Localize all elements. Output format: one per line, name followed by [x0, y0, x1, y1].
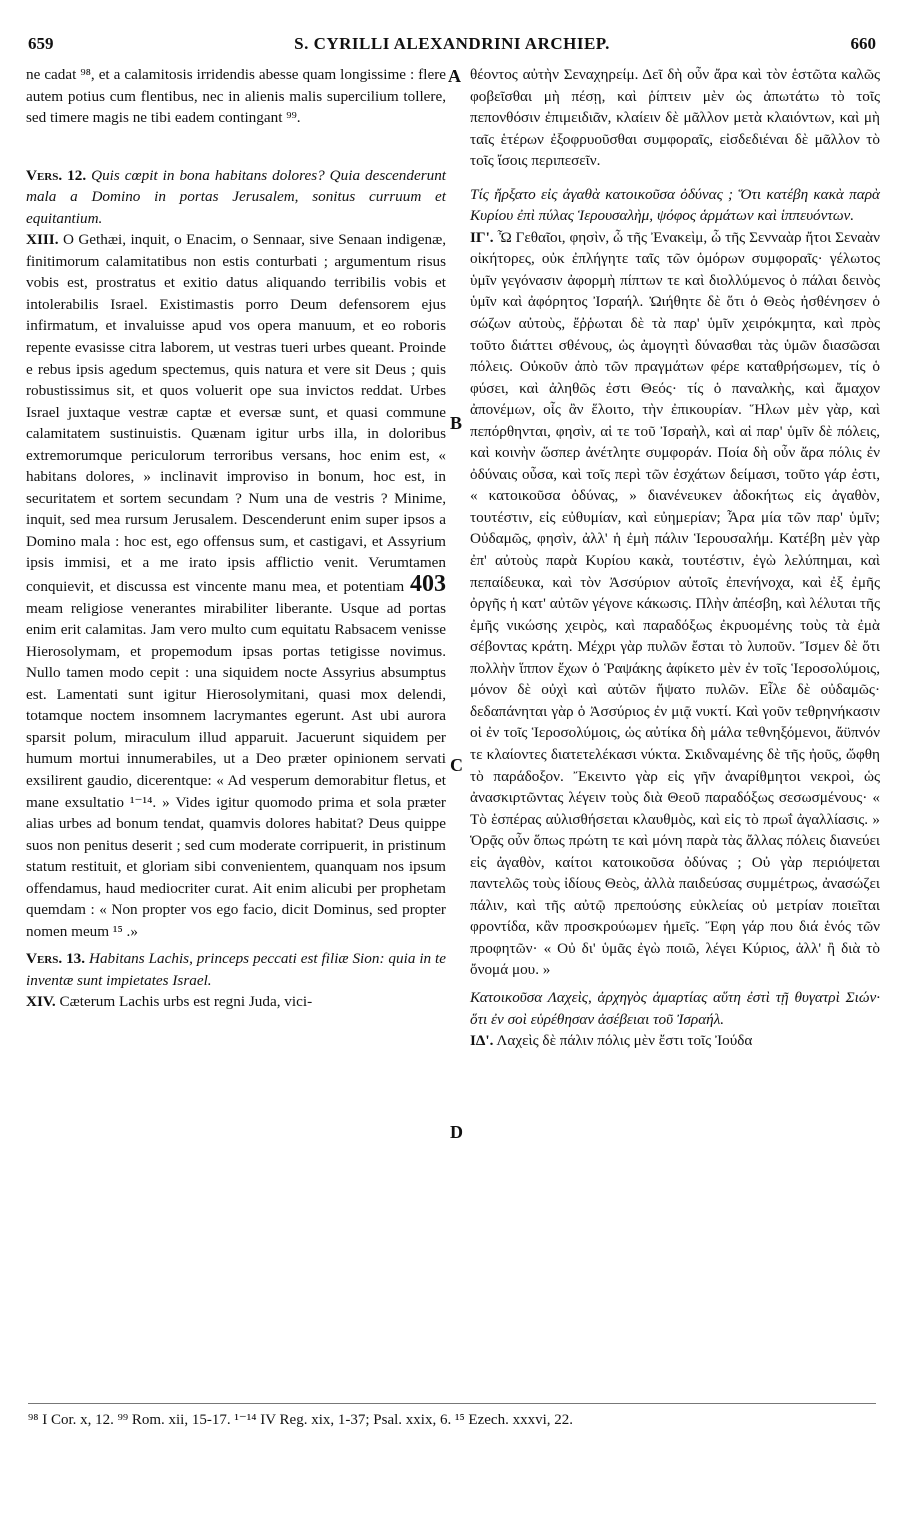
greek-paragraph-xiii	[470, 227, 880, 981]
verse-label: Vers. 13.	[26, 950, 86, 968]
margin-letter-d: D	[450, 1122, 463, 1142]
page-number-right: 660	[850, 34, 876, 53]
latin-verse-12	[26, 165, 446, 230]
latin-paragraph-xiv	[26, 991, 446, 1013]
page-header	[28, 34, 876, 60]
section-label: ΙΓ'.	[470, 228, 494, 246]
greek-paragraph-1: θέοντος αὐτὴν Σεναχηρείμ. Δεῖ δὴ οὖν ἄρα καὶ τὸν ἑστῶτα καλῶς φοβεῖσθαι μὴ πέσῃ, καὶ ῥίπτειν μὲν ὡς ἀπωτάτω τὸ τοῖς πεπονθόσιν ἐπιμειδιᾶν, κλαίειν δὲ μᾶλλον μετὰ κλαιόντων, καὶ μὴ ταῖς ἑτέρων ἐξοφρυοῦσθαι συμφοραῖς, εἰσδεδιέναι δὲ μᾶλλον τὸ τοῖς ἴσοις περιπεσεῖν.	[470, 66, 880, 170]
margin-letter-c: C	[450, 755, 463, 775]
latin-column	[26, 64, 446, 1013]
section-label: XIII.	[26, 231, 59, 249]
paragraph-text: Ὦ Γεθαῖοι, φησὶν, ὦ τῆς Ἐνακεὶμ, ὦ τῆς Σενναὰρ ἤτοι Σεναὰν οἰκήτορες, οὐκ ἐπλήγητε ταῖς τῶν ὁμόρων συμφοραῖς· γέλωτος ὑμῖν γεγόνασιν ἀφορμὴ πίπτων τε καὶ διολλύμενος ὁ πάλαι δεινὸς ὑμῖν καὶ ἀφόρητος Ἰσραήλ. Ὠιήθητε δὲ ὅτι ὁ Θεὸς ἠσθένησεν ὁ σώζων αὐτοὺς, ἔῤῥωται δὲ τὰ παρ' ὑμῖν χειρόκμητα, καὶ πρὸς τοῦτο διάττει σθένους, ὡς ἀμογητὶ δύνασθαι τὰς ὑμῶν διασῶσαι πόλεις. Οὐκοῦν ἀπὸ τῶν πραγμάτων φέρε καταθρήσωμεν, τίς ὁ φύσει, καὶ ἀληθῶς ἐστι Θεός· τίς ὁ παναλκὴς, καὶ ἄμαχον ἀπονέμων, οἷς ἂν ἕλοιτο, τὴν ἐπικουρίαν. Ἥλων μὲν γὰρ, καὶ πεπόρθηνται, φησὶν, αἱ τε τοῦ Ἰσραὴλ, καὶ αἱ παρ' ὑμῖν δὲ πόλεις, καὶ κοινὴν ὥσπερ ἀνέτλητε συμφοράν. Ποία δὴ οὖν ἄρα πόλις ἐν ὀδύναις οὖσα, καὶ τοῖς περὶ τῶν ἐσχάτων δείμασι, τοῦτο γάρ ἐστι, « κατοικοῦσα ὀδύνας, » διανένευκεν ἀδοκήτως εἰς ἀγαθὸν, τουτέστιν, εἰς εὐθυμίαν, καὶ εὐημερίαν; Ἆρα μία τῶν παρ' ὑμῖν; Οὐδαμῶς, φησὶν, ἀλλ' ἡ ἐμὴ πάλιν Ἱερουσαλήμ. Κατέβη μὲν γὰρ ἐπ' αὐτοὺς παρὰ Κυρίου κακὰ, τουτέστιν, ἐγὼ λελύπημαι, καὶ πεπαίδευκα, καὶ τὸν Ἀσσύριον αὐτοῖς ἐπενήνοχα, καὶ ἐξ ἐμῆς ὀργῆς ἡ κατ' αὐτῶν γέγονε κάκωσις. Πλὴν ἀπέσβη, καὶ λέλυται τῆς ἐμῆς νικώσης χειρὸς, καὶ παραδόξως ἐκρυομένης τοὺς τὰ ἐμὰ σέβοντας κράτη. Μέχρι γὰρ πυλῶν ἔσται τὸ λυποῦν. Ἴσμεν δὲ ὅτι πολλὴν ἵππον ἔχων ὁ Ῥαψάκης ἀφίκετο μὲν ἐν τοῖς Ἱεροσολύμοις, μόνον δὲ οὐχὶ καὶ αὐτῶν ἥψατο πυλῶν. Εἷλε δὲ οὐδαμῶς· δεδαπάνηται γὰρ ὁ Ἀσσύριος ἐν μιᾷ νυκτί. Καὶ γοῦν τεθρηνήκασιν οἱ ἐν τοῖς Ἱεροσολύμοις, ὡς αὐτίκα δὴ μάλα τεθνηξόμενοι, ἄϋπνόν τε κλαίοντες διατετελέκασι νύκτα. Σκιδναμένης δὲ τῆς ἠοῦς, ὤφθη τὸ παράδοξον. Ἔκειντο γὰρ εἰς γῆν ἀναρίθμητοι νεκροὶ, ὡς ἀνασκιρτῶντας λέγειν τοὺς διὰ Θεοῦ παραδόξως σεσωσμένους· « Τὸ ἑσπέρας αὐλισθήσεται κλαυθμὸς, καὶ εἰς τὸ πρωΐ ἀγαλλίασις. » Ὁρᾷς οὖν ὅπως πρώτη τε καὶ μόνη παρὰ τὰς ἄλλας πόλεις διανεύει εἰς ἀγαθὸν, καίτοι κατοικοῦσα ὀδύνας ; Οὐ γὰρ περιόψεται παντελῶς τοὺς ἰδίους Θεὸς, ἀλλὰ παιδεύσας συμμέτρως, ἀνασώζει πάλιν, καὶ τῆς αὐτῷ πρεπούσης εὐκλείας οὐ μετρίαν ποιεῖται φροντίδα, κἂν προσκρούωμεν ἡμεῖς. Ἔφη γάρ που διά ἑνός τῶν προφητῶν· « Οὐ δι' ὑμᾶς ἐγὼ ποιῶ, λέγει Κύριος, ἀλλ' ἢ διὰ τὸ ὄνομά μου. »	[470, 228, 880, 979]
verse-label: Vers. 12.	[26, 166, 87, 184]
greek-paragraph-xiv	[470, 1030, 880, 1052]
greek-column	[470, 64, 880, 1052]
paragraph-text: O Gethæi, inquit, o Enacim, o Sennaar, sive Senaan indigenæ, finitimorum calamitatibus non estis conturbati ; argumentum risus vobis est, prostratus et exitio datus aliquando terribilis vobis et intolerabilis Israel. Existimastis porro Deum defensorem ejus infirmatum, et invaluisse apud vos opera manuum, et eo roboris repente evasisse citra laborem, ut vestras tueri urbes queant. Proinde e rebus ipsis agedum spectemus, quis natura et vere sit Deus ; quis robustissimus sit, et quos voluerit ope sua invictos reddat. Urbes Israel juxtaque vestræ captæ et eversæ sunt, et quasi commune calamitatem sustinuistis. Quænam igitur urbs illa, in doloribus extremorumque periculorum terroribus versans, hoc enim est, « habitans dolores, » inclinavit improviso in bonum, hoc est, in securitatem et sortem secundam ? Num una de vestris ? Minime, inquit, sed mea rursum Jerusalem. Descenderunt enim super ipsos a Domino mala : hoc est, ego offensus sum, et castigavi, et Assyrium ipsis immisi, et a me irato ipsis afflictio venit. Verumtamen conquievit, et discussa est vincente manu mea, et potentiam	[26, 231, 446, 596]
margin-letter-b: B	[450, 413, 463, 433]
verse-text: Quis cœpit in bona habitans dolores? Quia descenderunt mala a Domino in portas Jerusalem, sonitus curruum et equitantium.	[26, 166, 447, 227]
page-marker: 403	[410, 571, 446, 598]
page-number-left: 659	[28, 34, 54, 53]
footnote-rule	[28, 1403, 876, 1404]
paragraph-text: Λαχεὶς δὲ πάλιν πόλις μὲν ἔστι τοῖς Ἰούδα	[496, 1032, 753, 1050]
section-label: XIV.	[26, 993, 56, 1011]
footnotes: ⁹⁸ I Cor. x, 12. ⁹⁹ Rom. xii, 15-17. ¹⁻¹⁴ IV Reg. xix, 1-37; Psal. xxix, 6. ¹⁵ Ezech. xxxvi, 22.	[28, 1412, 573, 1428]
latin-verse-13	[26, 948, 446, 991]
latin-paragraph-xiii	[26, 229, 446, 942]
section-label: ΙΔ'.	[470, 1032, 494, 1050]
paragraph-text-continued: meam religiose venerantes mirabiliter liberante. Usque ad portas enim erit calamitas. Jam vero multo cum equitatu Rabsacem venisse Hierosolymam, et propemodum ipsas portas tetigisse novimus. Nullo tamen modo cepit : una siquidem nocte Assyrius absumptus est. Lamentati sunt igitur Hierosolymitani, quasi mox delendi, totamque noctem insomnem lacrymantes egerunt. Ast ubi aurora sparsit polum, miraculum illud apparuit. Jacuerunt siquidem per humum mortui innumerabiles, ut a Deo præter opinionem servati exsilirent gaudio, dicerentque: « Ad vesperum demorabitur fletus, et mane exsultatio ¹⁻¹⁴. » Vides igitur quomodo prima et sola præter alias urbes ad bonum tendat, quamvis dolores habitat? Deus quippe suos non penitus deserit ; sed cum moderate corripuerit, in pristinum statum restituit, et gloriam sibi convenientem, quanquam nos ipsum offendamus, haud mediocriter curat. Ait enim alicubi per prophetam quemdam : « Non propter vos ego facio, dicit Dominus, sed propter nomen meum ¹⁵ .»	[26, 599, 446, 940]
running-title: S. CYRILLI ALEXANDRINI ARCHIEP.	[294, 34, 610, 53]
greek-verse-12: Τίς ἤρξατο εἰς ἀγαθὰ κατοικοῦσα ὀδύνας ; Ὅτι κατέβη κακὰ παρὰ Κυρίου ἐπὶ πύλας Ἱερουσαλὴμ, ψόφος ἁρμάτων καὶ ἱππευόντων.	[470, 185, 880, 225]
verse-text: Habitans Lachis, princeps peccati est filiæ Sion: quia in te inventæ sunt impietates Israel.	[26, 950, 447, 989]
paragraph-text: Cæterum Lachis urbs est regni Juda, vici-	[59, 993, 313, 1011]
latin-paragraph-1: ne cadat ⁹⁸, et a calamitosis irridendis abesse quam longissime : flere autem potius cum flentibus, nec in alienis malis supercilium tollere, sed timere magis ne tibi eadem contingant ⁹⁹.	[26, 66, 446, 127]
margin-letter-a: A	[448, 66, 461, 86]
greek-verse-13: Κατοικοῦσα Λαχεὶς, ἀρχηγὸς ἁμαρτίας αὕτη ἐστὶ τῇ θυγατρὶ Σιών· ὅτι ἐν σοὶ εὑρέθησαν ἀσέβειαι τοῦ Ἰσραήλ.	[470, 988, 880, 1028]
